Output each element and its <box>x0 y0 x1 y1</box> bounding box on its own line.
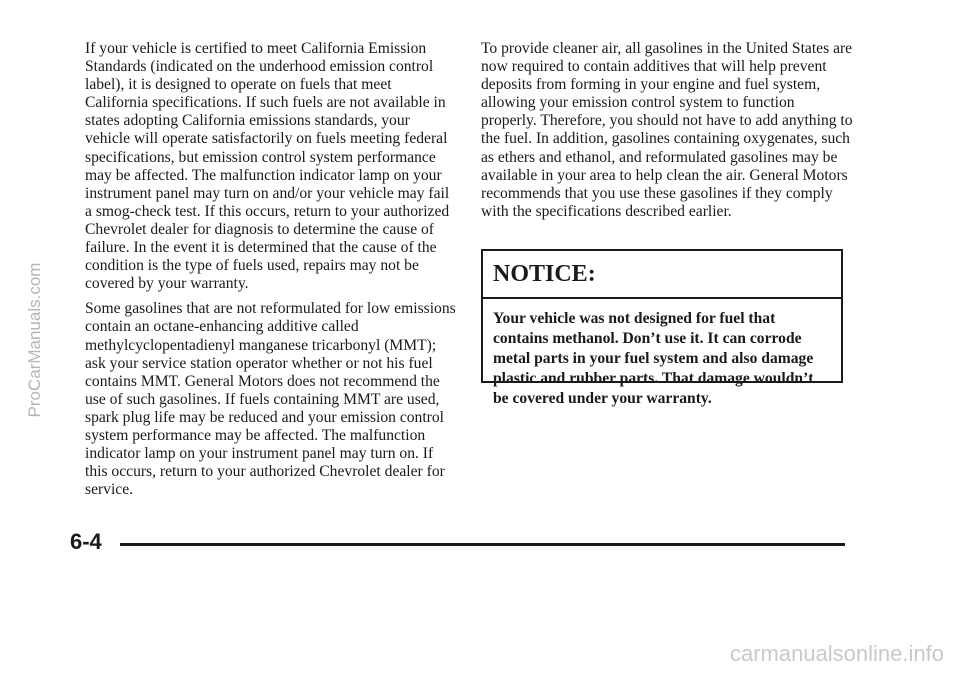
footer-rule <box>120 543 845 546</box>
california-emission-paragraph: If your vehicle is certified to meet California Emission Standards (indicated on the underhood emission control label), it is designed to operate on fuels that meet California specifications. If such fuels are not available in states adopting California emissions standards, your vehicle will operate satisfactorily on fuels meeting federal specifications, but emission control system performance may be affected. The malfunction indicator lamp on your instrument panel may turn on and/or your vehicle may fail a smog-check test. If this occurs, return to your authorized Chevrolet dealer for diagnosis to determine the cause of failure. In the event it is determined that the cause of the condition is the type of fuels used, repairs may not be covered by your warranty. <box>85 40 450 293</box>
cleaner-air-paragraph: To provide cleaner air, all gasolines in the United States are now required to contain additives that will help prevent deposits from forming in your engine and fuel system, allowing your emission control system to function properly. Therefore, you should not have to add anything to the fuel. In addition, gasolines containing oxygenates, such as ethers and ethanol, and reformulated gasolines may be available in your area to help clean the air. General Motors recommends that you use these gasolines if they comply with the specifications described earlier. <box>481 40 853 220</box>
right-column <box>481 40 853 228</box>
notice-box <box>481 249 843 407</box>
left-column <box>85 40 457 506</box>
page-number: 6-4 <box>70 529 102 554</box>
mmt-gasoline-paragraph: Some gasolines that are not reformulated for low emissions contain an octane-enhancing additive called methylcyclopentadienyl manganese tricarbonyl (MMT); ask your service station operator whether or not his fuel contains MMT. General Motors does not recommend the use of such gasolines. If fuels containing MMT are used, spark plug life may be reduced and your emission control system performance may be affected. The malfunction indicator lamp on your instrument panel may turn on. If this occurs, return to your authorized Chevrolet dealer for service. <box>85 300 456 499</box>
page-footer <box>70 528 845 556</box>
watermark-bottom: carmanualsonline.info <box>729 641 944 666</box>
notice-body: Your vehicle was not designed for fuel that contains methanol. Don’t use it. It can corrode metal parts in your fuel system and also damage plastic and rubber parts. That damage wouldn’t be covered under your warranty. <box>493 310 814 407</box>
notice-heading: NOTICE: <box>483 251 841 299</box>
watermark-left: ProCarManuals.com <box>25 262 44 418</box>
